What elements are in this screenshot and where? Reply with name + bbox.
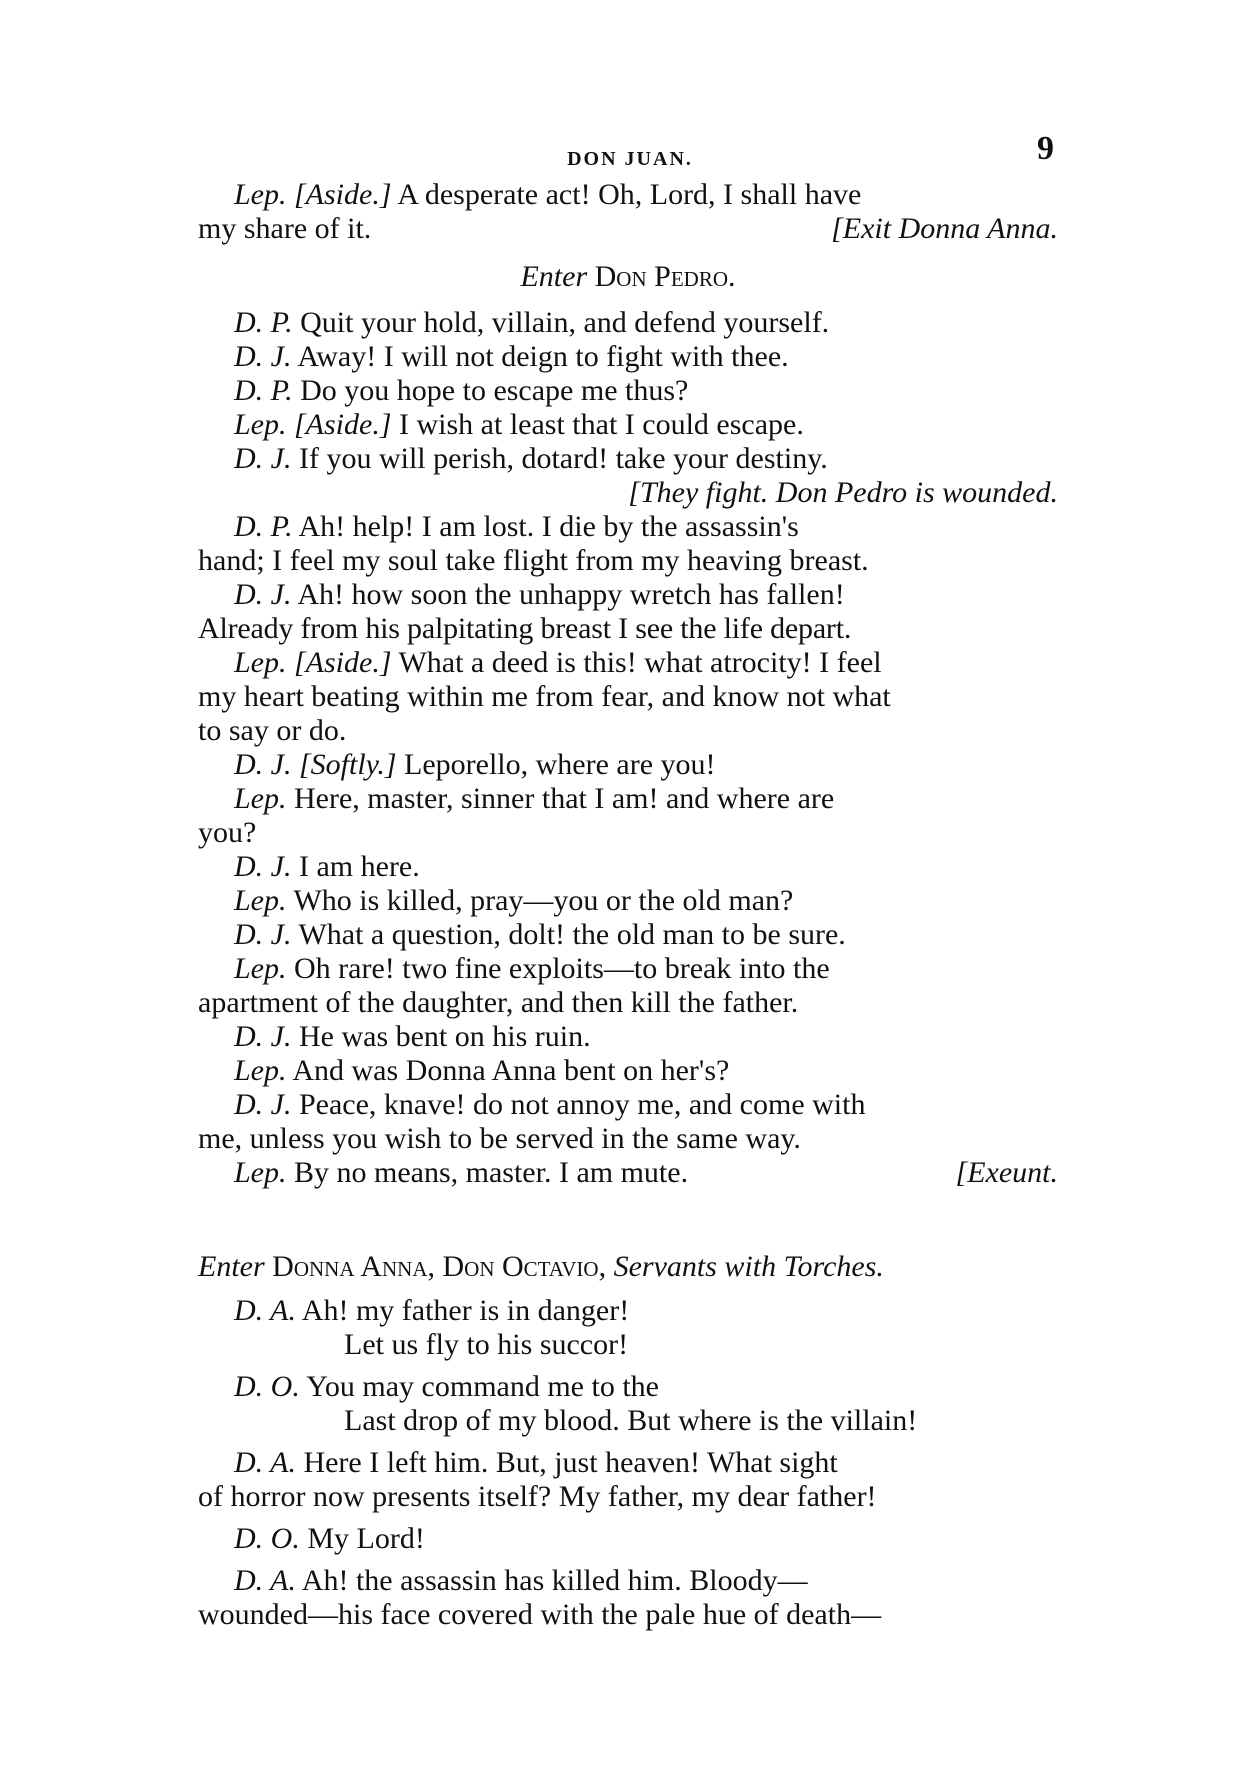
dialogue-line: my heart beating within me from fear, and know not what xyxy=(198,680,891,713)
dialogue-line: Lep. [Aside.] A desperate act! Oh, Lord, I shall have xyxy=(234,178,862,211)
dialogue-line: D. J. If you will perish, dotard! take your destiny. xyxy=(234,442,828,475)
page-number: 9 xyxy=(1037,130,1054,167)
dialogue-line: Lep. Oh rare! two fine exploits—to break into the xyxy=(234,952,830,985)
dialogue-line: D. P. Quit your hold, villain, and defend yourself. xyxy=(234,306,830,339)
dialogue-line xyxy=(198,476,1058,510)
dialogue-line: Lep. And was Donna Anna bent on her's? xyxy=(234,1054,730,1087)
entrance-heading: Enter Don Pedro. xyxy=(520,260,736,293)
dialogue-line: D. J. Away! I will not deign to fight with thee. xyxy=(234,340,789,373)
dialogue-line: Lep. Who is killed, pray—you or the old man? xyxy=(234,884,794,917)
dialogue-line: Lep. By no means, master. I am mute. [Exeunt. xyxy=(234,1156,1058,1189)
running-header xyxy=(200,130,1060,170)
text-block-1 xyxy=(198,178,1058,1190)
dialogue-line: D. A. Ah! the assassin has killed him. Bloody— xyxy=(234,1564,808,1597)
entrance-heading: Enter Donna Anna, Don Octavio, Servants with Torches. xyxy=(198,1250,884,1283)
dialogue-line: wounded—his face covered with the pale hue of death— xyxy=(198,1598,882,1631)
dialogue-line: D. A. Here I left him. But, just heaven! What sight xyxy=(234,1446,838,1479)
dialogue-line: D. J. I am here. xyxy=(234,850,420,883)
dialogue-line: to say or do. xyxy=(198,714,347,747)
dialogue-line: D. J. He was bent on his ruin. xyxy=(234,1020,591,1053)
dialogue-line: Already from his palpitating breast I see the life depart. xyxy=(198,612,852,645)
dialogue-line: apartment of the daughter, and then kill the father. xyxy=(198,986,799,1019)
dialogue-line: Lep. [Aside.] What a deed is this! what atrocity! I feel xyxy=(234,646,882,679)
verse-speech: D. A. Ah! my father is in danger! Let us fly to his succor! xyxy=(234,1294,630,1361)
running-title: DON JUAN. xyxy=(567,148,693,170)
dialogue-line: Lep. [Aside.] I wish at least that I could escape. xyxy=(234,408,804,441)
dialogue-line: D. J. Peace, knave! do not annoy me, and come with xyxy=(234,1088,866,1121)
text-block-2 xyxy=(198,1250,1058,1632)
dialogue-line: you? xyxy=(198,816,257,849)
dialogue-line: D. J. What a question, dolt! the old man to be sure. xyxy=(234,918,846,951)
verse-speech: D. O. You may command me to the Last drop of my blood. But where is the villain! xyxy=(234,1370,918,1437)
dialogue-line: of horror now presents itself? My father, my dear father! xyxy=(198,1480,877,1513)
dialogue-line: me, unless you wish to be served in the same way. xyxy=(198,1122,801,1155)
dialogue-line: hand; I feel my soul take flight from my heaving breast. xyxy=(198,544,869,577)
stage-direction: [Exeunt. xyxy=(955,1156,1058,1189)
dialogue-line: D. P. Ah! help! I am lost. I die by the assassin's xyxy=(234,510,799,543)
dialogue-line: D. J. [Softly.] Leporello, where are you! xyxy=(234,748,716,781)
dialogue-line: D. J. Ah! how soon the unhappy wretch has fallen! xyxy=(234,578,845,611)
dialogue-line: Lep. Here, master, sinner that I am! and where are xyxy=(234,782,835,815)
stage-direction: [Exit Donna Anna. xyxy=(831,212,1058,245)
stage-direction: [They fight. Don Pedro is wounded. xyxy=(628,476,1058,509)
dialogue-line: D. P. Do you hope to escape me thus? xyxy=(234,374,689,407)
dialogue-line: D. O. My Lord! xyxy=(234,1522,425,1555)
dialogue-line: my share of it. [Exit Donna Anna. xyxy=(198,212,1058,245)
